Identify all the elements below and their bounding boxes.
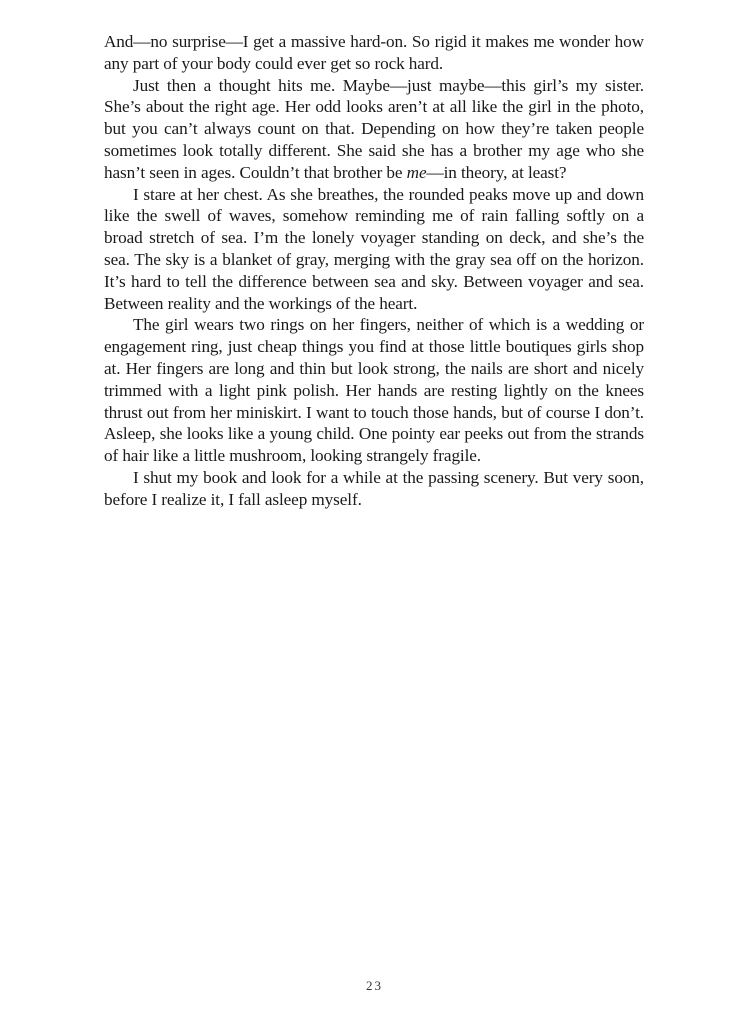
page-number: 23 xyxy=(366,978,383,993)
paragraph-text: I shut my book and look for a while at the passing scenery. But very soon, before I realize it, I fall asleep myself. xyxy=(104,467,644,509)
paragraph-text: I stare at her chest. As she breathes, the rounded peaks move up and down like the swell of waves, somehow reminding me of rain falling softly on a broad stretch of sea. I’m the lonely voyager standing on deck, and she’s the sea. The sky is a blanket of gray, merging with the gray sea off on the horizon. It’s hard to tell the difference between sea and sky. Between voyager and sea. Between reality and the workings of the heart. xyxy=(104,184,644,313)
page-body xyxy=(104,31,644,511)
paragraph-text: And—no surprise—I get a massive hard-on. So rigid it makes me wonder how any part of your body could ever get so rock hard. xyxy=(104,32,644,73)
paragraph-4 xyxy=(104,314,644,467)
paragraph-2 xyxy=(104,75,644,184)
paragraph-text: The girl wears two rings on her fingers, neither of which is a wedding or engagement ring, just cheap things you find at those little boutiques girls shop at. Her fingers are long and thin but look strong, the nails are short and nicely trimmed with a light pink polish. Her hands are resting lightly on the knees thrust out from her miniskirt. I want to touch those hands, but of course I don’t. Asleep, she looks like a young child. One pointy ear peeks out from the strands of hair like a little mushroom, looking strangely fragile. xyxy=(104,315,644,466)
emphasized-text: me xyxy=(406,162,427,182)
paragraph-5 xyxy=(104,467,644,511)
paragraph-text: —in theory, at least? xyxy=(426,162,567,182)
paragraph-text: Just then a thought hits me. Maybe—just maybe—this girl’s my sister. She’s about the right age. Her odd looks aren’t at all like the girl in the photo, but you can’t always count on that. Depending on how they’re taken people sometimes look totally different. She said she has a brother my age who she hasn’t seen in ages. Couldn’t that brother be xyxy=(104,75,644,182)
paragraph-1 xyxy=(104,31,644,75)
paragraph-3 xyxy=(104,184,644,315)
